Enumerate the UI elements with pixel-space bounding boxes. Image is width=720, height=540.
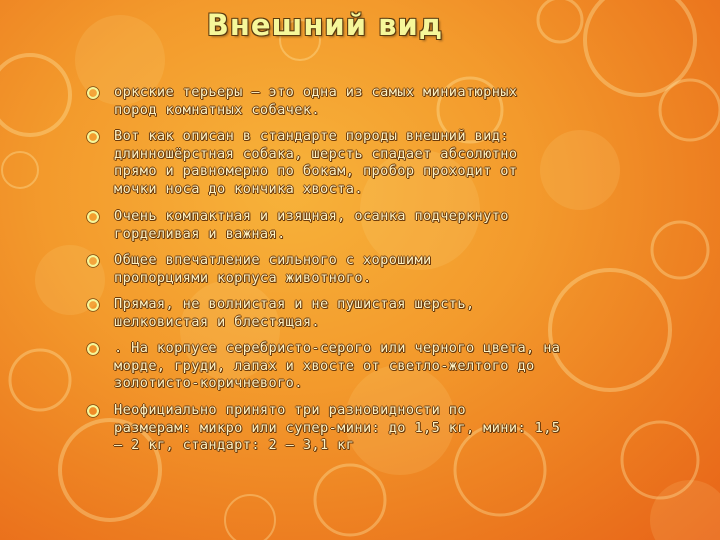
bullet-text: Очень компактная и изящная, осанка подчеркнуто горделивая и важная. bbox=[114, 208, 509, 242]
ring-bullet-icon bbox=[86, 86, 100, 100]
ring-bullet-icon bbox=[86, 254, 100, 268]
bullet-text: Вот как описан в стандарте породы внешний вид: длинношёрстная собака, шерсть спадает абсолютно прямо и равномерно по бокам, пробор проходит от мочки носа до кончика хвоста. bbox=[114, 128, 518, 197]
ring-bullet-icon bbox=[86, 342, 100, 356]
slide-title: Внешний вид bbox=[206, 8, 444, 42]
ring-bullet-icon bbox=[86, 210, 100, 224]
bullet-text: Неофициально принято три разновидности по размерам: микро или супер-мини: до 1,5 кг, мини: 1,5 — 2 кг, стандарт: 2 — 3,1 кг bbox=[114, 402, 561, 453]
ring-bullet-icon bbox=[86, 130, 100, 144]
ring-bullet-icon bbox=[86, 298, 100, 312]
ring-bullet-icon bbox=[86, 404, 100, 418]
bullet-text: оркские терьеры – это одна из самых миниатюрных пород комнатных собачек. bbox=[114, 84, 518, 118]
bullet-text: . На корпусе серебристо-серого или черного цвета, на морде, груди, лапах и хвосте от светло-желтого до золотисто-коричневого. bbox=[114, 340, 561, 391]
bullet-text: Прямая, не волнистая и не пушистая шерсть, шелковистая и блестящая. bbox=[114, 296, 475, 330]
bullet-text: Общее впечатление сильного с хорошими пропорциями корпуса животного. bbox=[114, 252, 432, 286]
